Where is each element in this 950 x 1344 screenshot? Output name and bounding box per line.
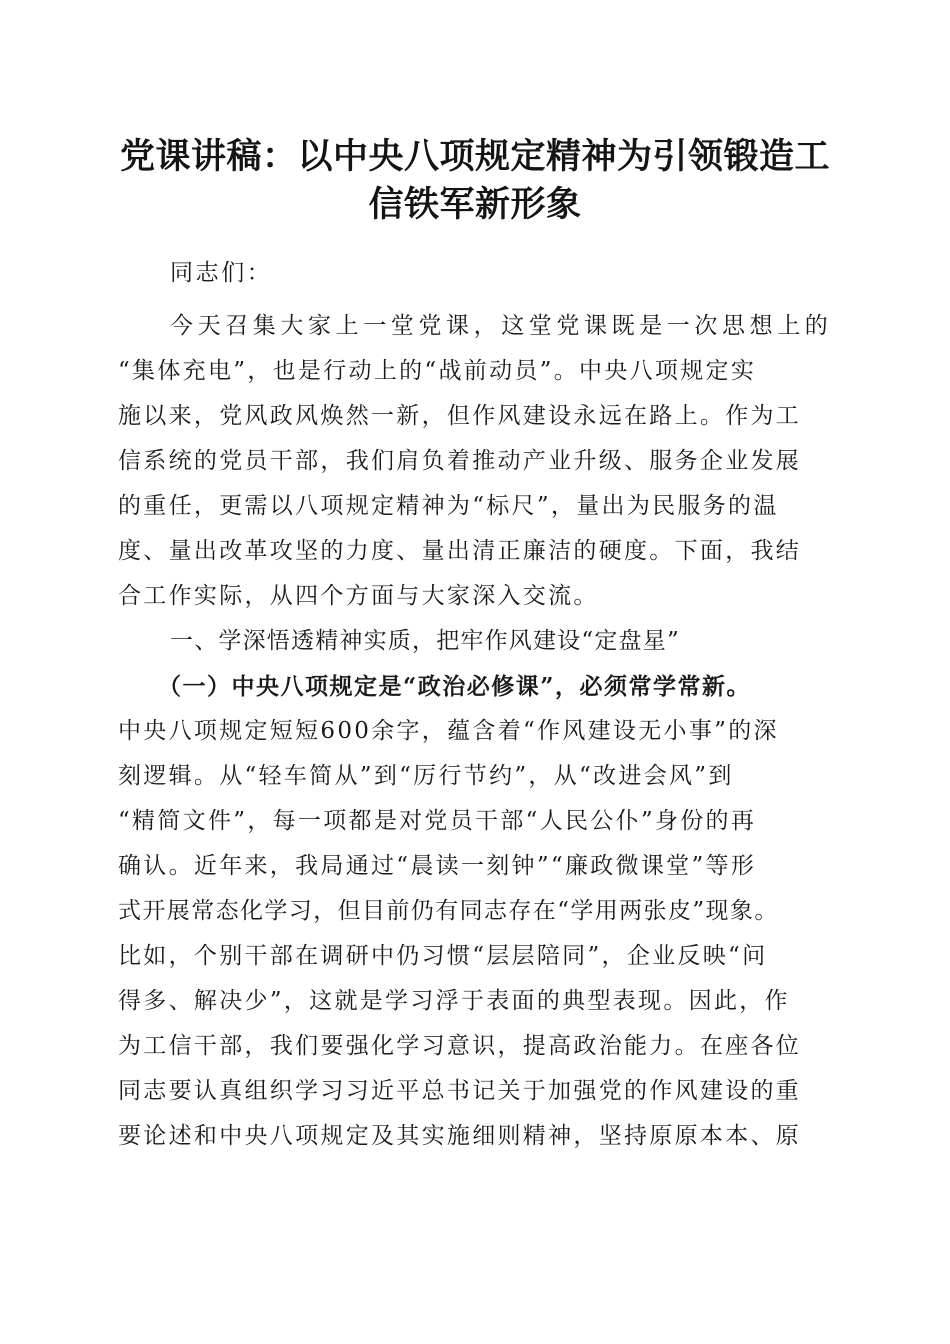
section-heading-1 <box>118 619 834 664</box>
salutation: 同志们： <box>170 260 273 286</box>
subsection-1-line-10: 要论述和中央八项规定及其实施细则精神，坚持原原本本、原 <box>118 1123 802 1149</box>
intro-line-7: 合工作实际，从四个方面与大家深入交流。 <box>118 583 599 609</box>
subsection-1-heading: （一）中央八项规定是“政治必修课”，必须常学常新。 <box>158 673 751 700</box>
subsection-1-line-1: 中央八项规定短短600余字，蕴含着“作风建设无小事”的深 <box>118 718 779 744</box>
subsection-1-line-7: 得多、解决少”，这就是学习浮于表面的典型表现。因此，作 <box>118 988 790 1014</box>
subsection-1-line-2: 刻逻辑。从“轻车简从”到“厉行节约”，从“改进会风”到 <box>118 763 734 789</box>
intro-line-5: 的重任，更需以八项规定精神为“标尺”，量出为民服务的温 <box>118 493 779 519</box>
subsection-1-line-3: “精简文件”，每一项都是对党员干部“人民公仆”身份的再 <box>118 808 757 834</box>
subsection-1-line-8: 为工信干部，我们要强化学习意识，提高政治能力。在座各位 <box>118 1033 802 1059</box>
subsection-1-line-6: 比如，个别干部在调研中仍习惯“层层陪同”，企业反映“问 <box>118 943 768 969</box>
subsection-1-line-4: 确认。近年来，我局通过“晨读一刻钟”“廉政微课堂”等形 <box>118 853 757 879</box>
intro-line-2: “集体充电”，也是行动上的“战前动员”。中央八项规定实 <box>118 358 757 384</box>
subsection-1-paragraph <box>118 664 834 1159</box>
subsection-1-line-9: 同志要认真组织学习习近平总书记关于加强党的作风建设的重 <box>118 1078 802 1104</box>
intro-line-4: 信系统的党员干部，我们肩负着推动产业升级、服务企业发展 <box>118 448 802 474</box>
section-heading-1-text: 一、学深悟透精神实质，把牢作风建设“定盘星” <box>170 628 680 654</box>
intro-line-1: 今天召集大家上一堂党课，这堂党课既是一次思想上的 <box>170 313 833 339</box>
intro-paragraph <box>118 304 834 619</box>
title-line-2: 信铁军新形象 <box>368 185 582 225</box>
subsection-1-line-5: 式开展常态化学习，但目前仍有同志存在“学用两张皮”现象。 <box>118 898 779 924</box>
document-title <box>100 133 850 229</box>
document-body <box>118 251 834 1159</box>
intro-line-6: 度、量出改革攻坚的力度、量出清正廉洁的硬度。下面，我结 <box>118 538 802 564</box>
intro-line-3: 施以来，党风政风焕然一新，但作风建设永远在路上。作为工 <box>118 403 802 429</box>
title-line-1: 党课讲稿：以中央八项规定精神为引领锻造工 <box>119 137 830 177</box>
